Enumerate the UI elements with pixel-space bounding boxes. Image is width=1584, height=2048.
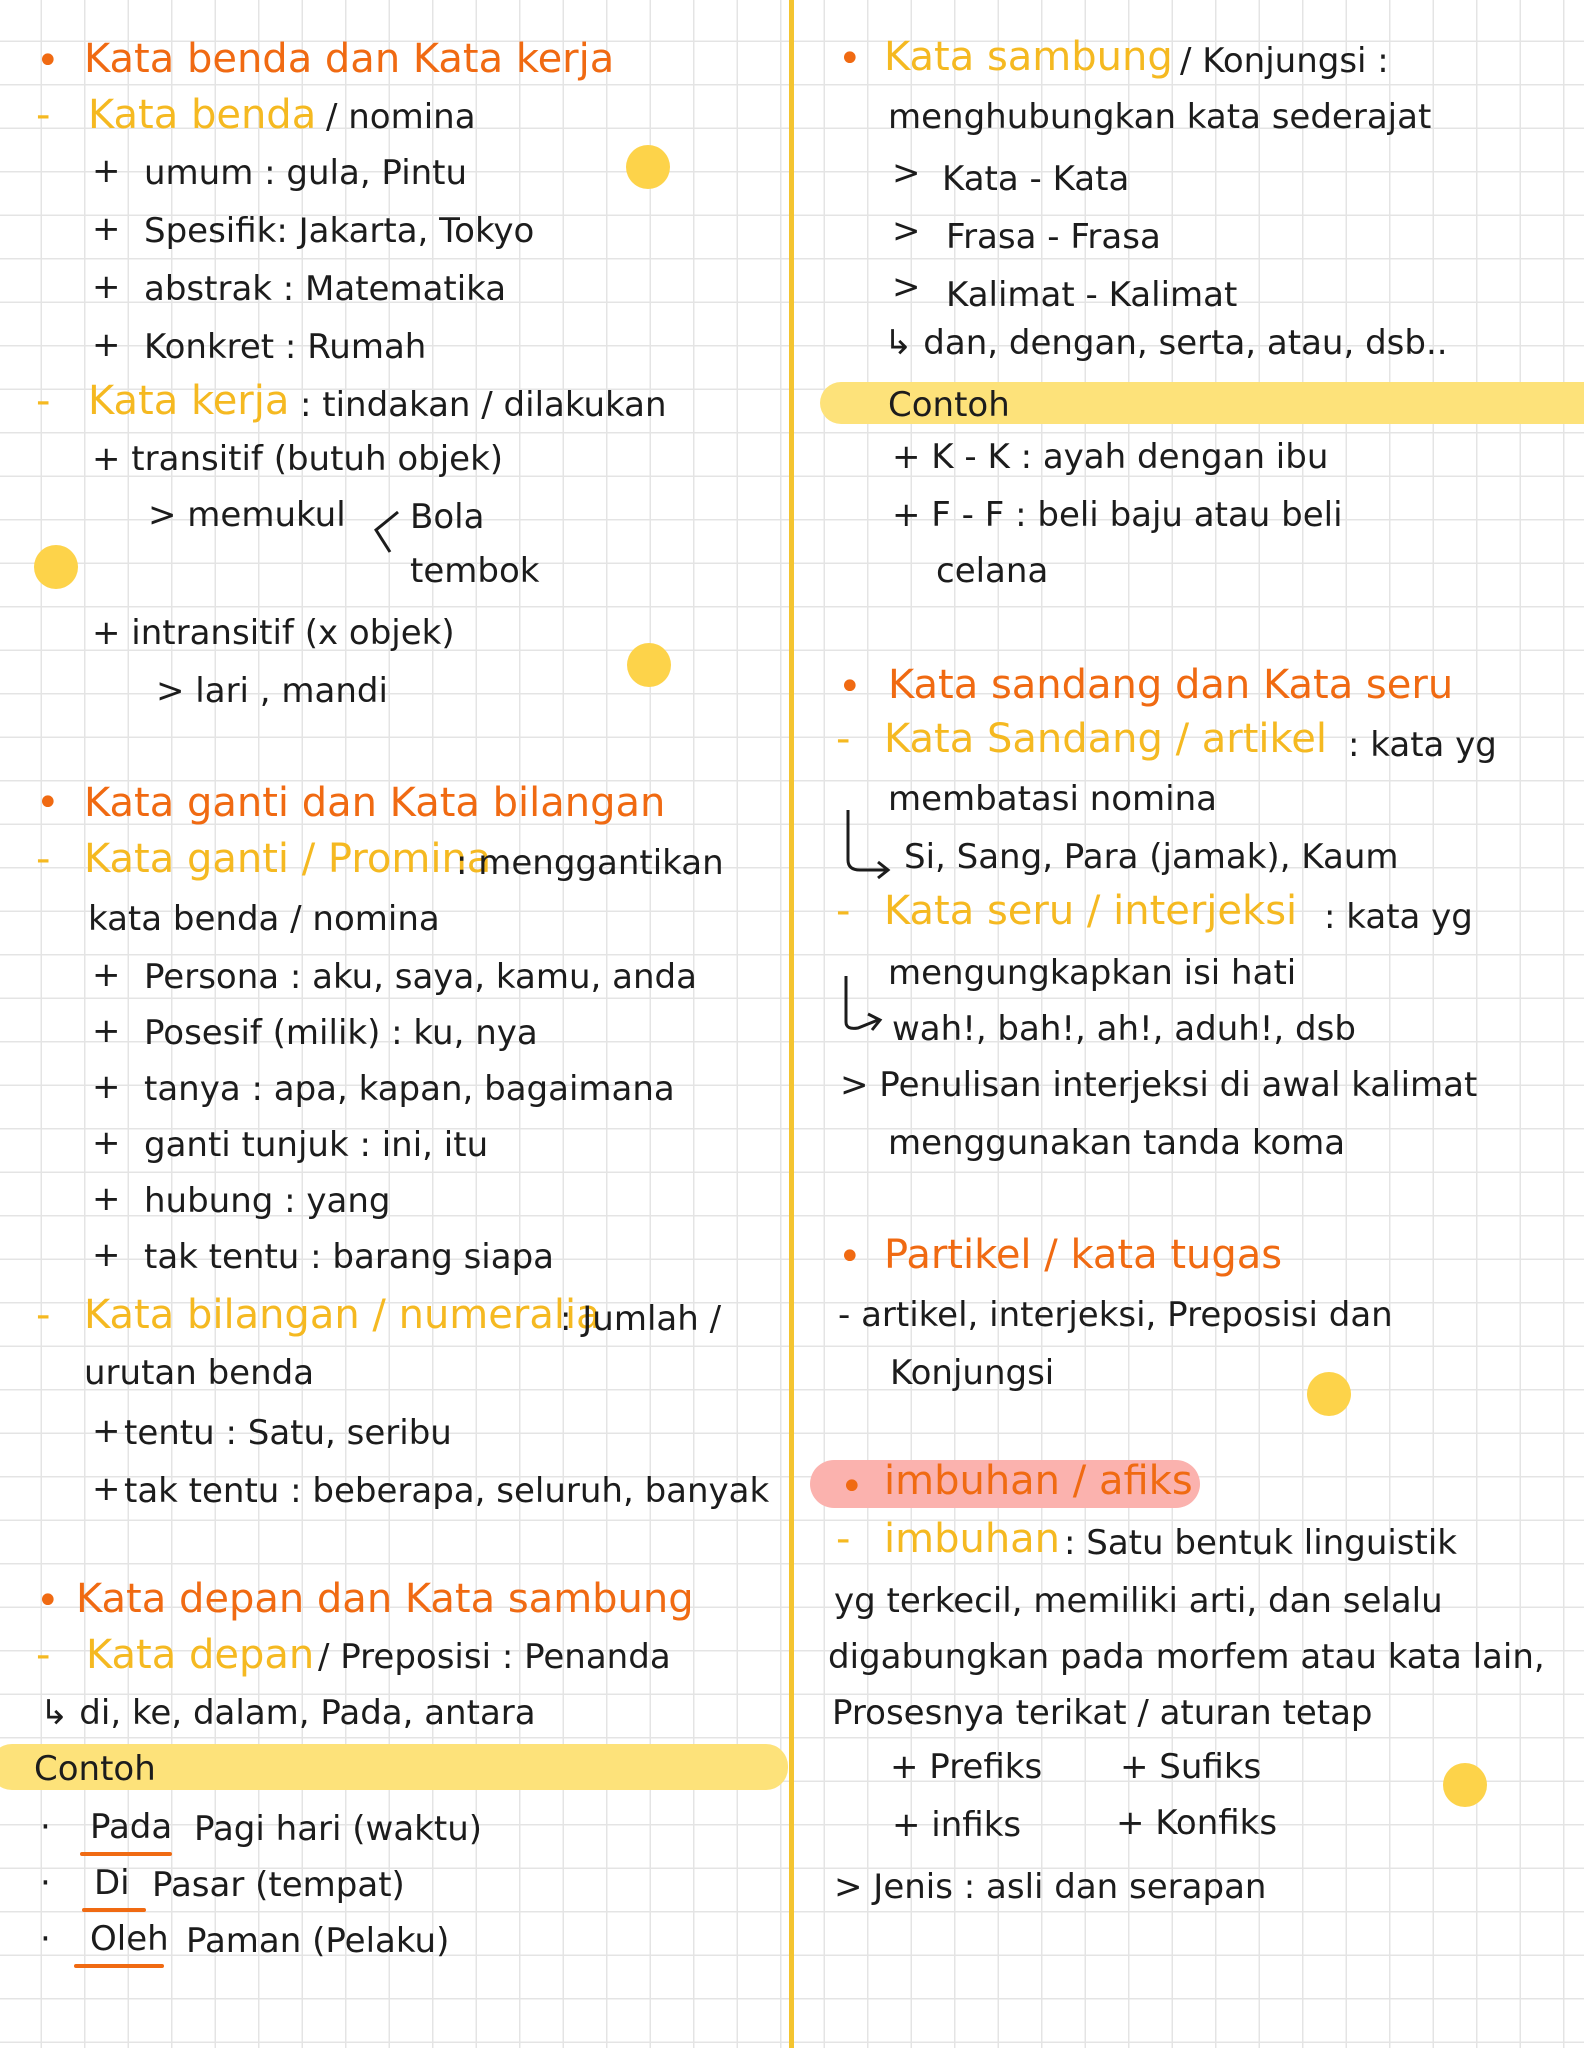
list-item: Kalimat - Kalimat (946, 275, 1238, 315)
branch-item: Bola (410, 497, 485, 537)
section-title-partikel: Partikel / kata tugas (884, 1232, 1283, 1278)
example-keyword: Di (94, 1863, 130, 1903)
list-marker: · (40, 1863, 51, 1903)
yellow-dot-decoration (627, 643, 671, 687)
transitif-example: > memukul (148, 495, 346, 535)
section-title-benda-kerja: Kata benda dan Kata kerja (84, 36, 615, 82)
dash-marker: - (836, 1516, 851, 1562)
list-item: Spesifik: Jakarta, Tokyo (144, 211, 535, 251)
subheading-rest: : tindakan / dilakukan (300, 385, 667, 425)
list-item: tak tentu : barang siapa (144, 1237, 554, 1277)
section-bullet: • (36, 1578, 60, 1624)
transitif-item: + transitif (butuh objek) (92, 439, 504, 479)
section-title-imbuhan: imbuhan / afiks (884, 1458, 1193, 1504)
affix-type: + Sufiks (1120, 1747, 1262, 1787)
list-marker: + (92, 1469, 121, 1509)
branch-item: tembok (410, 551, 540, 591)
subheading-continuation: urutan benda (84, 1353, 315, 1393)
subheading-rest: / Preposisi : Penanda (318, 1637, 671, 1677)
subheading-continuation: membatasi nomina (888, 779, 1218, 819)
list-marker: + (92, 1067, 121, 1107)
example-text: Pasar (tempat) (152, 1865, 405, 1905)
list-marker: + (92, 209, 121, 249)
branch-icon (368, 508, 408, 578)
list-marker: · (40, 1807, 51, 1847)
subheading-rest: : Satu bentuk linguistik (1064, 1523, 1457, 1563)
list-item: tanya : apa, kapan, bagaimana (144, 1069, 675, 1109)
affix-type: + infiks (892, 1805, 1022, 1845)
subheading-rest: : kata yg (1348, 725, 1497, 765)
underline-mark (82, 1908, 146, 1912)
dash-marker: - (836, 716, 851, 762)
yellow-dot-decoration (1307, 1372, 1351, 1416)
dash-marker: - (36, 1632, 51, 1678)
list-marker: > (892, 153, 921, 193)
underline-mark (74, 1964, 164, 1968)
intransitif-item: + intransitif (x objek) (92, 613, 455, 653)
arrow-icon (838, 972, 898, 1052)
list-marker: + (92, 267, 121, 307)
partikel-line: - artikel, interjeksi, Preposisi dan (838, 1295, 1393, 1335)
list-marker: > (892, 267, 921, 307)
subheading-kata-depan: Kata depan (86, 1632, 315, 1678)
list-marker: + (92, 1123, 121, 1163)
yellow-dot-decoration (34, 545, 78, 589)
interjection-list: wah!, bah!, ah!, aduh!, dsb (892, 1009, 1356, 1049)
subheading-kata-kerja: Kata kerja (88, 378, 290, 424)
definition-line: Prosesnya terikat / aturan tetap (832, 1693, 1373, 1733)
list-marker: + (92, 955, 121, 995)
list-marker: · (40, 1919, 51, 1959)
example-line: + F - F : beli baju atau beli (892, 495, 1343, 535)
jenis-line: > Jenis : asli dan serapan (834, 1867, 1267, 1907)
intransitif-example: > lari , mandi (156, 671, 388, 711)
description: menghubungkan kata sederajat (888, 97, 1432, 137)
partikel-line-continuation: Konjungsi (890, 1353, 1055, 1393)
subheading-rest: : Jumlah / (560, 1299, 722, 1339)
yellow-dot-decoration (626, 145, 670, 189)
definition-line: digabungkan pada morfem atau kata lain, (828, 1637, 1545, 1677)
affix-type: + Prefiks (890, 1747, 1043, 1787)
arrow-icon (840, 806, 900, 886)
example-text: Pagi hari (waktu) (194, 1809, 483, 1849)
list-item: Konkret : Rumah (144, 327, 427, 367)
list-marker: > (892, 211, 921, 251)
note-line-continuation: menggunakan tanda koma (888, 1123, 1346, 1163)
subheading-kata-sandang: Kata Sandang / artikel (884, 716, 1327, 762)
example-line: + K - K : ayah dengan ibu (892, 437, 1329, 477)
dash-marker: - (36, 1292, 51, 1338)
dash-marker: - (36, 836, 51, 882)
note-line: > Penulisan interjeksi di awal kalimat (840, 1065, 1478, 1105)
section-bullet: • (840, 1464, 864, 1510)
title-rest: / Konjungsi : (1180, 41, 1389, 81)
subheading-rest: : menggantikan (456, 843, 724, 883)
section-bullet: • (36, 780, 60, 826)
list-item: Kata - Kata (942, 159, 1130, 199)
subheading-kata-seru: Kata seru / interjeksi (884, 888, 1298, 934)
underline-mark (80, 1852, 172, 1856)
list-marker: + (92, 1011, 121, 1051)
section-bullet: • (838, 36, 862, 82)
yellow-dot-decoration (1443, 1763, 1487, 1807)
dash-marker: - (836, 888, 851, 934)
example-keyword: Pada (90, 1807, 173, 1847)
definition-line: yg terkecil, memiliki arti, dan selalu (834, 1581, 1443, 1621)
subheading-continuation: mengungkapkan isi hati (888, 953, 1297, 993)
subheading-continuation: kata benda / nomina (88, 899, 440, 939)
section-title-sandang-seru: Kata sandang dan Kata seru (888, 662, 1454, 708)
list-item: Frasa - Frasa (946, 217, 1161, 257)
affix-type: + Konfiks (1116, 1803, 1278, 1843)
dash-marker: - (36, 378, 51, 424)
contoh-label: Contoh (888, 385, 1010, 425)
list-marker: + (92, 151, 121, 191)
subheading-imbuhan: imbuhan (884, 1516, 1061, 1562)
list-marker: + (92, 325, 121, 365)
section-bullet: • (838, 664, 862, 710)
list-marker: + (92, 1179, 121, 1219)
subheading-kata-benda: Kata benda (88, 92, 317, 138)
subheading-kata-ganti: Kata ganti / Promina (84, 836, 492, 882)
list-item: umum : gula, Pintu (144, 153, 468, 193)
section-title-kata-sambung: Kata sambung (884, 34, 1173, 80)
section-bullet: • (838, 1234, 862, 1280)
section-title-depan-sambung: Kata depan dan Kata sambung (76, 1576, 694, 1622)
list-item: hubung : yang (144, 1181, 391, 1221)
subheading-rest: : kata yg (1324, 897, 1473, 937)
list-marker: + (92, 1411, 121, 1451)
example-keyword: Oleh (90, 1919, 169, 1959)
list-item: abstrak : Matematika (144, 269, 507, 309)
section-title-ganti-bilangan: Kata ganti dan Kata bilangan (84, 780, 666, 826)
example-line-continuation: celana (936, 551, 1049, 591)
subheading-kata-bilangan: Kata bilangan / numeralia (84, 1292, 601, 1338)
example-text: Paman (Pelaku) (186, 1921, 450, 1961)
article-list: Si, Sang, Para (jamak), Kaum (904, 837, 1399, 877)
list-item: ganti tunjuk : ini, itu (144, 1125, 489, 1165)
list-item: tak tentu : beberapa, seluruh, banyak (124, 1471, 770, 1511)
conjunction-list: ↳ dan, dengan, serta, atau, dsb.. (884, 323, 1448, 363)
depan-list: ↳ di, ke, dalam, Pada, antara (40, 1693, 536, 1733)
center-divider-line (789, 0, 794, 2048)
list-marker: + (92, 1235, 121, 1275)
section-bullet: • (36, 38, 60, 84)
dash-marker: - (36, 92, 51, 138)
list-item: Posesif (milik) : ku, nya (144, 1013, 538, 1053)
contoh-label: Contoh (34, 1749, 156, 1789)
subheading-rest: / nomina (326, 97, 476, 137)
list-item: tentu : Satu, seribu (124, 1413, 452, 1453)
list-item: Persona : aku, saya, kamu, anda (144, 957, 697, 997)
